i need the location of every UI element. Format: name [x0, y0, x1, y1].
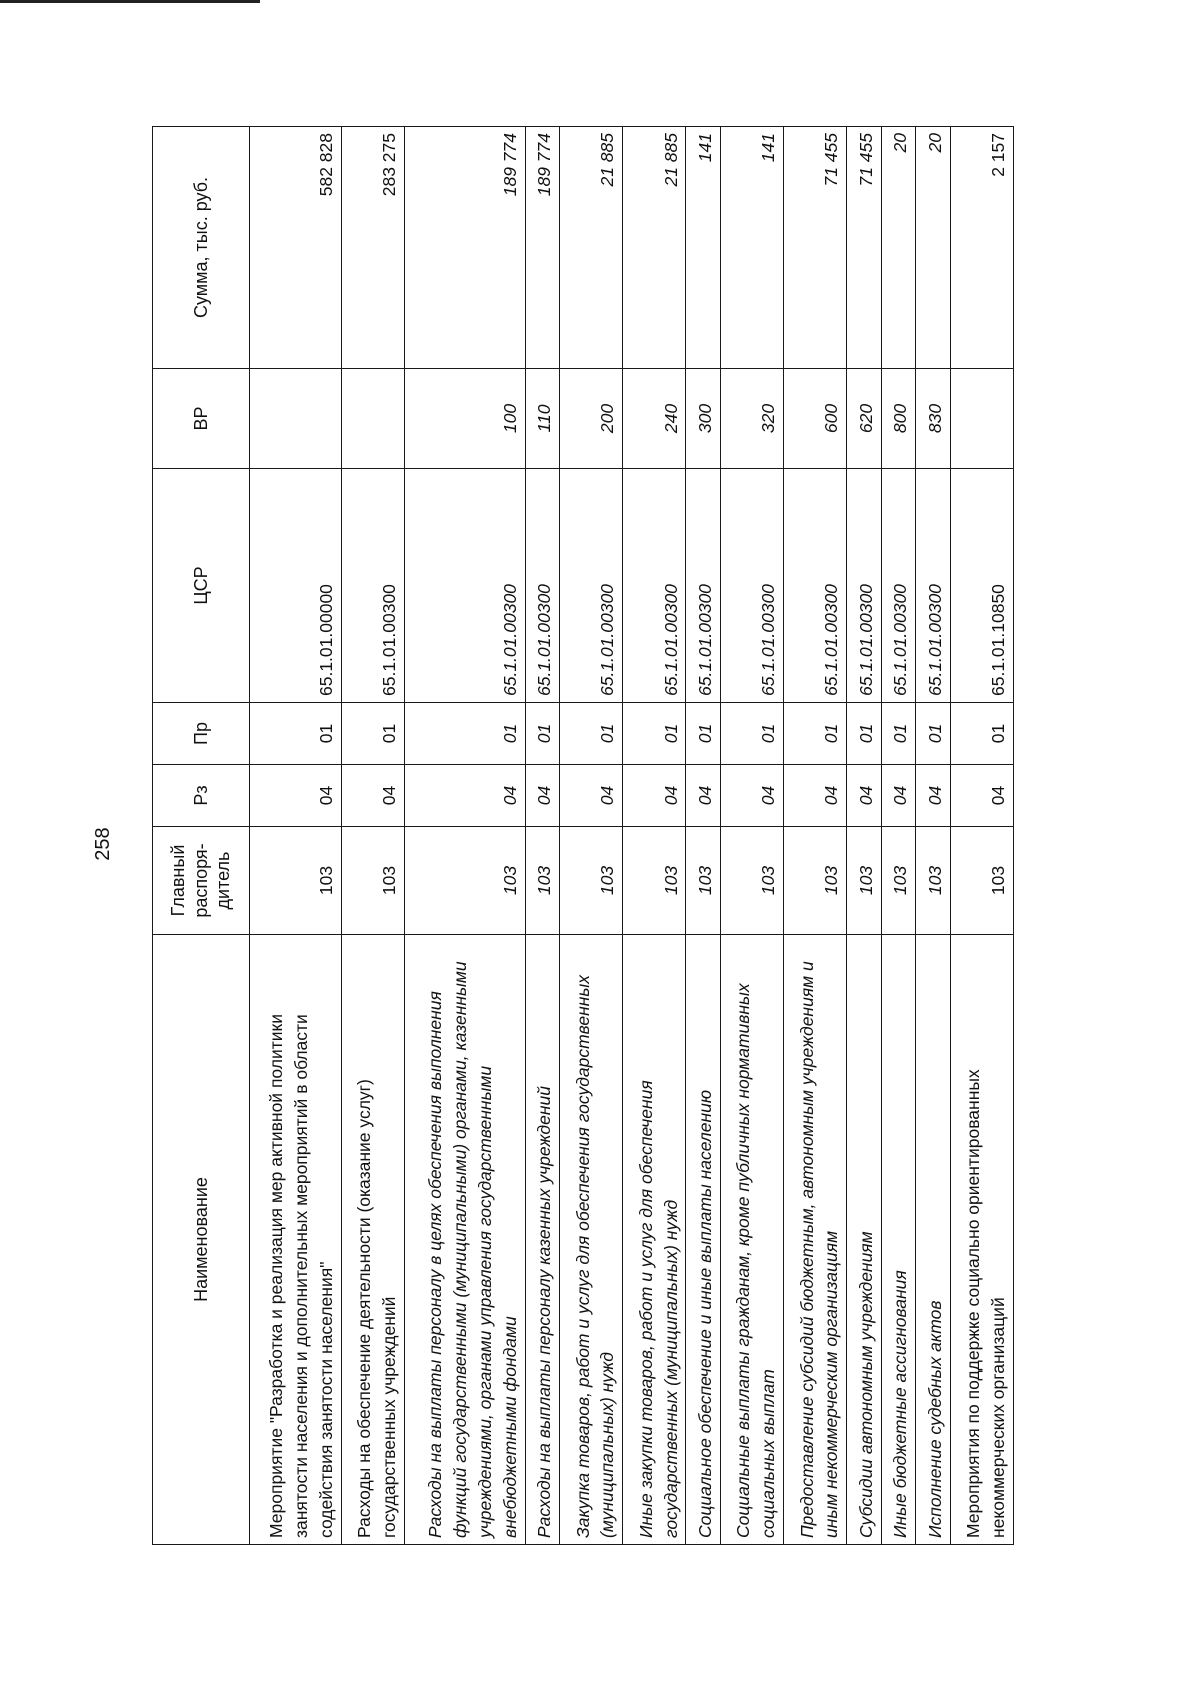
cell-name: Мероприятие "Разработка и реализация мер активной политики занятости населения и дополнительных мероприятий в области содействия занятости населения"	[250, 935, 342, 1545]
cell-target-article: 65.1.01.00300	[847, 469, 881, 703]
cell-subsection: 01	[686, 703, 720, 765]
cell-subsection: 01	[784, 703, 847, 765]
cell-sum: 71 455	[847, 127, 881, 369]
cell-target-article: 65.1.01.00300	[881, 469, 915, 703]
header-main-manager: Главный распоря-дитель	[153, 827, 250, 935]
cell-subsection: 01	[623, 703, 686, 765]
cell-name: Субсидии автономным учреждениям	[847, 935, 881, 1545]
table-body	[250, 127, 1014, 1545]
table-row	[623, 127, 686, 1545]
cell-main-manager: 103	[623, 827, 686, 935]
cell-name: Иные закупки товаров, работ и услуг для обеспечения государственных (муниципальных) нужд	[623, 935, 686, 1545]
cell-main-manager: 103	[560, 827, 623, 935]
cell-subsection: 01	[250, 703, 342, 765]
cell-target-article: 65.1.01.00300	[623, 469, 686, 703]
table-row	[560, 127, 623, 1545]
cell-expense-type: 110	[525, 369, 559, 469]
cell-main-manager: 103	[916, 827, 950, 935]
cell-name: Расходы на обеспечение деятельности (оказание услуг) государственных учреждений	[341, 935, 404, 1545]
top-rule	[0, 0, 260, 3]
cell-sum: 20	[916, 127, 950, 369]
cell-sum: 21 885	[623, 127, 686, 369]
cell-subsection: 01	[525, 703, 559, 765]
cell-expense-type: 200	[560, 369, 623, 469]
cell-target-article: 65.1.01.00300	[916, 469, 950, 703]
cell-sum: 141	[686, 127, 720, 369]
cell-main-manager: 103	[686, 827, 720, 935]
cell-target-article: 65.1.01.00300	[720, 469, 783, 703]
cell-name: Иные бюджетные ассигнования	[881, 935, 915, 1545]
cell-main-manager: 103	[405, 827, 526, 935]
cell-sum: 21 885	[560, 127, 623, 369]
cell-expense-type: 830	[916, 369, 950, 469]
cell-target-article: 65.1.01.00300	[405, 469, 526, 703]
table-row	[881, 127, 915, 1545]
cell-sum: 71 455	[784, 127, 847, 369]
cell-expense-type: 800	[881, 369, 915, 469]
cell-subsection: 01	[560, 703, 623, 765]
cell-subsection: 01	[720, 703, 783, 765]
cell-target-article: 65.1.01.00300	[560, 469, 623, 703]
cell-sum: 20	[881, 127, 915, 369]
cell-section: 04	[341, 765, 404, 827]
header-expense-type: ВР	[153, 369, 250, 469]
cell-subsection: 01	[847, 703, 881, 765]
table-header-row	[153, 127, 250, 1545]
cell-target-article: 65.1.01.00300	[525, 469, 559, 703]
cell-main-manager: 103	[525, 827, 559, 935]
cell-expense-type	[341, 369, 404, 469]
cell-sum: 189 774	[525, 127, 559, 369]
cell-section: 04	[784, 765, 847, 827]
header-target-article: ЦСР	[153, 469, 250, 703]
table-row	[686, 127, 720, 1545]
cell-target-article: 65.1.01.00300	[784, 469, 847, 703]
header-sum: Сумма, тыс. руб.	[153, 127, 250, 369]
budget-table	[152, 126, 1014, 1545]
table-row	[720, 127, 783, 1545]
cell-section: 04	[881, 765, 915, 827]
table-row	[784, 127, 847, 1545]
cell-section: 04	[623, 765, 686, 827]
header-name: Наименование	[153, 935, 250, 1545]
rotated-table-wrapper	[152, 127, 1014, 1545]
cell-expense-type: 100	[405, 369, 526, 469]
cell-target-article: 65.1.01.00300	[686, 469, 720, 703]
table-row	[950, 127, 1013, 1545]
cell-expense-type: 600	[784, 369, 847, 469]
cell-expense-type	[250, 369, 342, 469]
cell-section: 04	[950, 765, 1013, 827]
cell-subsection: 01	[341, 703, 404, 765]
cell-main-manager: 103	[341, 827, 404, 935]
cell-section: 04	[405, 765, 526, 827]
cell-section: 04	[560, 765, 623, 827]
cell-name: Социальные выплаты гражданам, кроме публичных нормативных социальных выплат	[720, 935, 783, 1545]
cell-section: 04	[720, 765, 783, 827]
cell-name: Социальное обеспечение и иные выплаты населению	[686, 935, 720, 1545]
cell-section: 04	[686, 765, 720, 827]
header-section: Рз	[153, 765, 250, 827]
page-number: 258	[92, 827, 114, 861]
cell-expense-type: 320	[720, 369, 783, 469]
cell-sum: 283 275	[341, 127, 404, 369]
table-row	[847, 127, 881, 1545]
cell-subsection: 01	[916, 703, 950, 765]
cell-sum: 141	[720, 127, 783, 369]
cell-name: Расходы на выплаты персоналу казенных учреждений	[525, 935, 559, 1545]
cell-sum: 189 774	[405, 127, 526, 369]
header-subsection: Пр	[153, 703, 250, 765]
table-row	[250, 127, 342, 1545]
cell-subsection: 01	[881, 703, 915, 765]
cell-main-manager: 103	[720, 827, 783, 935]
cell-name: Исполнение судебных актов	[916, 935, 950, 1545]
cell-section: 04	[916, 765, 950, 827]
cell-target-article: 65.1.01.00000	[250, 469, 342, 703]
cell-main-manager: 103	[250, 827, 342, 935]
table-row	[916, 127, 950, 1545]
cell-subsection: 01	[405, 703, 526, 765]
cell-section: 04	[525, 765, 559, 827]
cell-section: 04	[847, 765, 881, 827]
cell-main-manager: 103	[950, 827, 1013, 935]
cell-expense-type: 300	[686, 369, 720, 469]
cell-name: Закупка товаров, работ и услуг для обеспечения государственных (муниципальных) нужд	[560, 935, 623, 1545]
cell-main-manager: 103	[784, 827, 847, 935]
cell-main-manager: 103	[881, 827, 915, 935]
cell-name: Мероприятия по поддержке социально ориентированных некоммерческих организаций	[950, 935, 1013, 1545]
cell-name: Предоставление субсидий бюджетным, автономным учреждениям и иным некоммерческим организациям	[784, 935, 847, 1545]
cell-main-manager: 103	[847, 827, 881, 935]
table-row	[405, 127, 526, 1545]
table-row	[525, 127, 559, 1545]
cell-sum: 582 828	[250, 127, 342, 369]
cell-target-article: 65.1.01.00300	[341, 469, 404, 703]
cell-sum: 2 157	[950, 127, 1013, 369]
cell-expense-type	[950, 369, 1013, 469]
cell-expense-type: 620	[847, 369, 881, 469]
table-row	[341, 127, 404, 1545]
cell-subsection: 01	[950, 703, 1013, 765]
cell-target-article: 65.1.01.10850	[950, 469, 1013, 703]
cell-section: 04	[250, 765, 342, 827]
cell-expense-type: 240	[623, 369, 686, 469]
cell-name: Расходы на выплаты персоналу в целях обеспечения выполнения функций государственными (муниципальными) органами, казенными учреждениями, органами управления государственными внебюджетными фондами	[405, 935, 526, 1545]
